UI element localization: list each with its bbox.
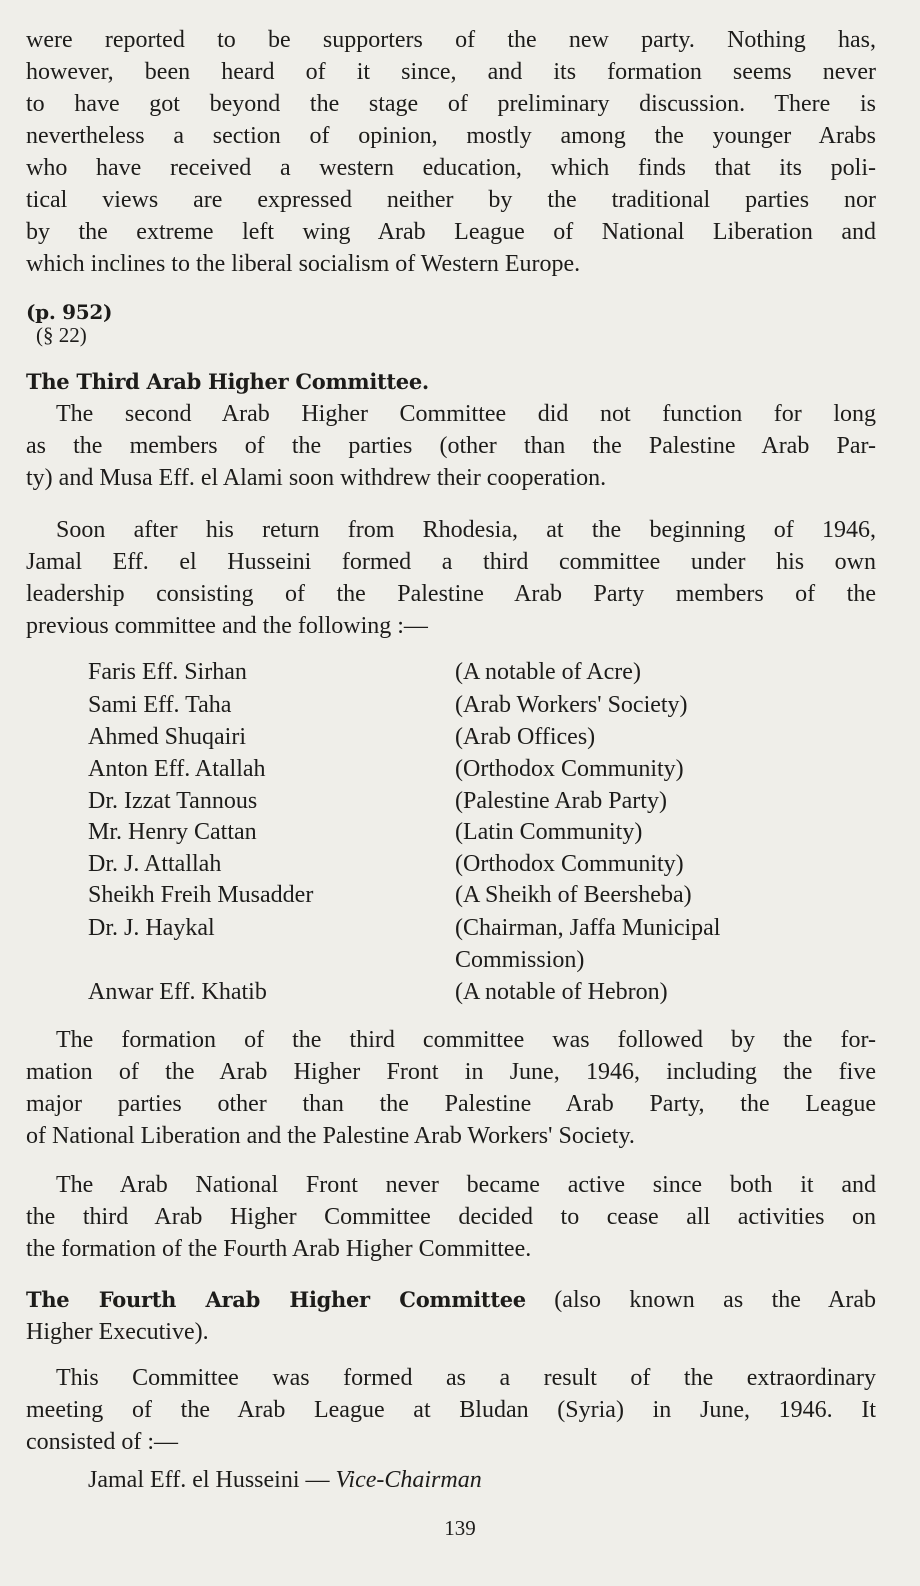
text-line: to have got beyond the stage of preliminary discussion. There is	[26, 91, 876, 117]
heading-fourth-note-2: Higher Executive).	[26, 1319, 209, 1345]
member-description: (A notable of Acre)	[455, 659, 641, 685]
heading-third-committee: The Third Arab Higher Committee.	[26, 369, 429, 394]
member-row	[88, 656, 641, 688]
paragraph-1	[26, 24, 876, 280]
text-line: Jamal Eff. el Husseini formed a third committee under his own	[26, 549, 876, 575]
paragraph-3	[26, 514, 876, 642]
member-name: Dr. J. Haykal	[88, 915, 215, 941]
heading-fourth-note: (also known as the Arab	[554, 1287, 877, 1313]
member-role: Vice-Chairman	[335, 1467, 482, 1493]
member-fourth	[88, 1464, 482, 1496]
member-name: Anwar Eff. Khatib	[88, 979, 267, 1005]
member-name: Sheikh Freih Musadder	[88, 882, 314, 908]
member-name: Anton Eff. Atallah	[88, 756, 266, 782]
text-line: the formation of the Fourth Arab Higher Committee.	[26, 1236, 532, 1262]
text-line: previous committee and the following :—	[26, 613, 428, 639]
text-line: who have received a western education, which finds that its poli-	[26, 155, 876, 181]
member-name: Dr. J. Attallah	[88, 851, 222, 877]
member-row	[88, 912, 721, 944]
text-line: leadership consisting of the Palestine Arab Party members of the	[26, 581, 876, 607]
text-line: The formation of the third committee was followed by the for-	[56, 1027, 876, 1053]
member-row	[88, 879, 692, 911]
ref-page: (p. 952)	[26, 300, 113, 324]
member-name: Sami Eff. Taha	[88, 692, 232, 718]
page-number: 139	[444, 1516, 476, 1540]
text-line: however, been heard of it since, and its formation seems never	[26, 59, 876, 85]
text-line: as the members of the parties (other than the Palestine Arab Par-	[26, 433, 876, 459]
paragraph-2	[26, 398, 876, 494]
text-line: by the extreme left wing Arab League of National Liberation and	[26, 219, 876, 245]
text-line: consisted of :—	[26, 1429, 178, 1455]
text-line: The second Arab Higher Committee did not function for long	[56, 401, 876, 427]
text-line: Soon after his return from Rhodesia, at the beginning of 1946,	[56, 517, 876, 543]
member-row	[88, 976, 668, 1008]
member-name: Mr. Henry Cattan	[88, 819, 257, 845]
text-line: which inclines to the liberal socialism of Western Europe.	[26, 251, 581, 277]
text-line: ty) and Musa Eff. el Alami soon withdrew their cooperation.	[26, 465, 607, 491]
heading-fourth-block	[26, 1284, 876, 1348]
member-name: Faris Eff. Sirhan	[88, 659, 247, 685]
paragraph-5	[26, 1169, 876, 1265]
member-description: (Orthodox Community)	[455, 756, 684, 782]
text-line: tical views are expressed neither by the traditional parties nor	[26, 187, 876, 213]
member-row	[88, 848, 684, 880]
member-row	[88, 816, 643, 848]
member-name: Ahmed Shuqairi	[88, 724, 246, 750]
member-row	[88, 753, 684, 785]
member-description: (A notable of Hebron)	[455, 979, 668, 1005]
text-line: were reported to be supporters of the new party. Nothing has,	[26, 27, 876, 53]
member-description: (Chairman, Jaffa Municipal	[455, 915, 721, 941]
paragraph-6	[26, 1362, 876, 1458]
member-name: Jamal Eff. el Husseini —	[88, 1467, 336, 1493]
text-line: major parties other than the Palestine Arab Party, the League	[26, 1091, 876, 1117]
member-description: (Orthodox Community)	[455, 851, 684, 877]
member-row	[88, 721, 596, 753]
member-name: Dr. Izzat Tannous	[88, 788, 258, 814]
text-line: the third Arab Higher Committee decided to cease all activities on	[26, 1204, 876, 1230]
member-description: (Arab Offices)	[455, 724, 596, 750]
text-line: The Arab National Front never became active since both it and	[56, 1172, 876, 1198]
member-row	[88, 689, 688, 721]
text-line: This Committee was formed as a result of the extraordinary	[56, 1365, 876, 1391]
member-description: (Latin Community)	[455, 819, 643, 845]
member-description: Commission)	[455, 947, 585, 973]
member-description: (Arab Workers' Society)	[455, 692, 688, 718]
reference-page	[26, 300, 876, 324]
member-description: (A Sheikh of Beersheba)	[455, 882, 692, 908]
heading-fourth-committee: The Fourth Arab Higher Committee	[26, 1287, 526, 1312]
member-description: (Palestine Arab Party)	[455, 788, 667, 814]
text-line: mation of the Arab Higher Front in June, 1946, including the five	[26, 1059, 876, 1085]
text-line: of National Liberation and the Palestine Arab Workers' Society.	[26, 1123, 635, 1149]
text-line: nevertheless a section of opinion, mostly among the younger Arabs	[26, 123, 876, 149]
text-line: meeting of the Arab League at Bludan (Syria) in June, 1946. It	[26, 1397, 876, 1423]
reference-section: (§ 22)	[36, 323, 87, 347]
member-row	[88, 785, 667, 817]
paragraph-4	[26, 1024, 876, 1152]
